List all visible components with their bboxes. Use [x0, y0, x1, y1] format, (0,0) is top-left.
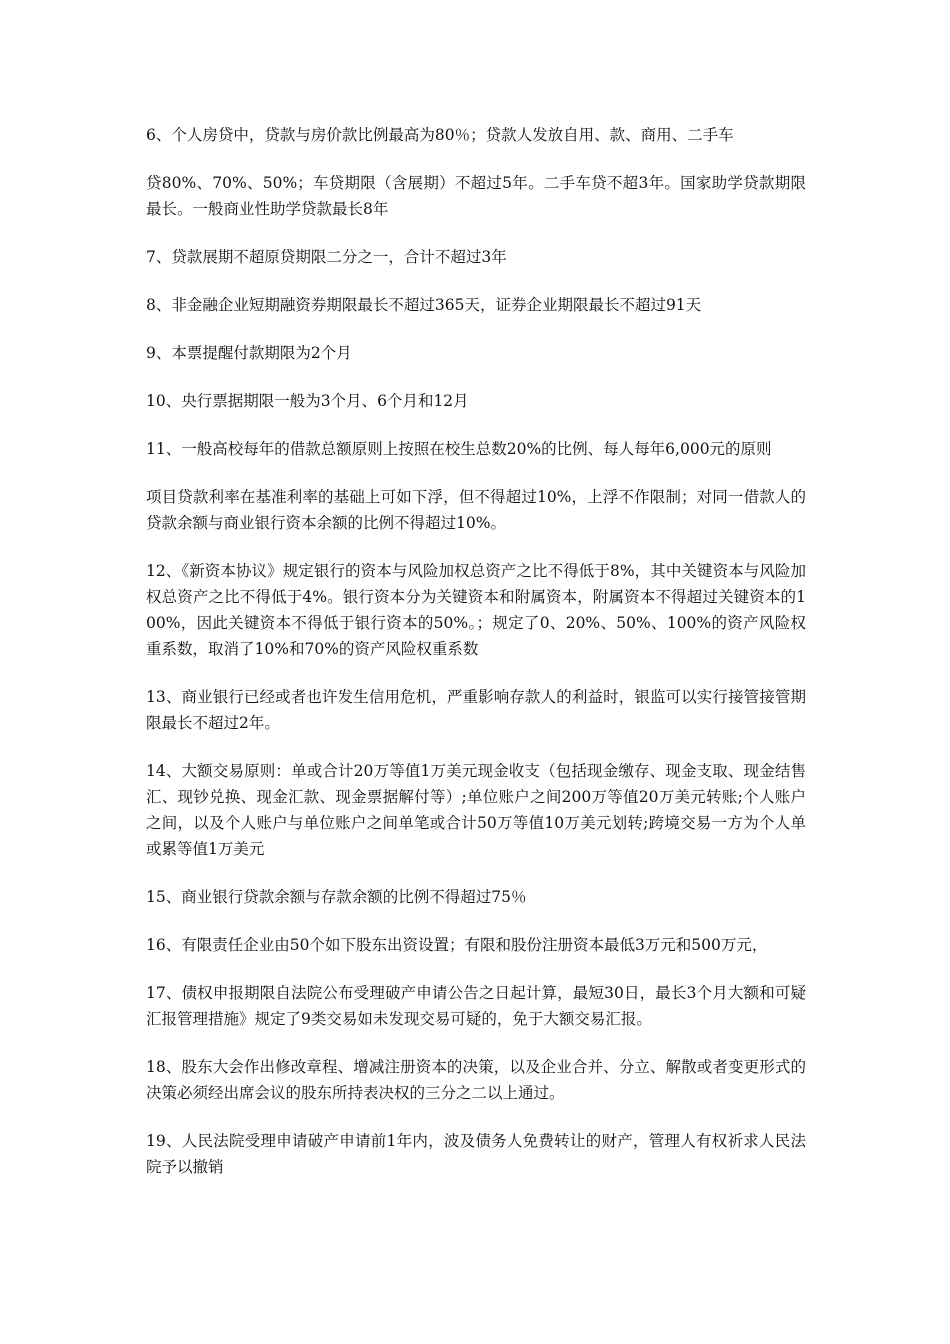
- paragraph-6-cont: 贷80%、70%、50%；车贷期限（含展期）不超过5年。二手车贷不超3年。国家助学贷款期限最长。一般商业性助学贷款最长8年: [146, 174, 806, 218]
- paragraph-16: 16、有限责任企业由50个如下股东出资设置；有限和股份注册资本最低3万元和500万元，: [146, 936, 768, 954]
- paragraph-13: 13、商业银行已经或者也许发生信用危机，严重影响存款人的利益时，银监可以实行接管接管期限最长不超过2年。: [146, 688, 806, 732]
- paragraph-14: 14、大额交易原则：单或合计20万等值1万美元现金收支（包括现金缴存、现金支取、现金结售汇、现钞兑换、现金汇款、现金票据解付等）;单位账户之间200万等值20万美元转账;个人账户之间，以及个人账户与单位账户之间单笔或合计50万等值10万美元划转;跨境交易一方为个人单或累等值1万美元: [146, 762, 806, 858]
- paragraph-9: 9、本票提醒付款期限为2个月: [146, 344, 352, 362]
- paragraph-11: 11、一般高校每年的借款总额原则上按照在校生总数20%的比例、每人每年6,000元的原则: [146, 440, 772, 458]
- paragraph-15: 15、商业银行贷款余额与存款余额的比例不得超过75％: [146, 888, 527, 906]
- document-page: [146, 122, 806, 1202]
- paragraph-11-cont: 项目贷款利率在基准利率的基础上可如下浮，但不得超过10%，上浮不作限制；对同一借款人的贷款余额与商业银行资本余额的比例不得超过10%。: [146, 488, 806, 532]
- paragraph-6: 6、个人房贷中，贷款与房价款比例最高为80％；贷款人发放自用、款、商用、二手车: [146, 126, 734, 144]
- paragraph-19: 19、人民法院受理申请破产申请前1年内，波及债务人免费转让的财产，管理人有权祈求人民法院予以撤销: [146, 1132, 806, 1176]
- paragraph-17: 17、债权申报期限自法院公布受理破产申请公告之日起计算，最短30日，最长3个月大额和可疑汇报管理措施》规定了9类交易如未发现交易可疑的，免于大额交易汇报。: [146, 984, 806, 1028]
- paragraph-12: 12、《新资本协议》规定银行的资本与风险加权总资产之比不得低于8%，其中关键资本与风险加权总资产之比不得低于4%。银行资本分为关键资本和附属资本，附属资本不得超过关键资本的100%，因此关键资本不得低于银行资本的50%。；规定了0、20%、50%、100%的资产风险权重系数，取消了10%和70%的资产风险权重系数: [146, 562, 806, 658]
- paragraph-8: 8、非金融企业短期融资券期限最长不超过365天，证券企业期限最长不超过91天: [146, 296, 702, 314]
- paragraph-18: 18、股东大会作出修改章程、增减注册资本的决策，以及企业合并、分立、解散或者变更形式的决策必须经出席会议的股东所持表决权的三分之二以上通过。: [146, 1058, 806, 1102]
- paragraph-7: 7、贷款展期不超原贷期限二分之一，合计不超过3年: [146, 248, 507, 266]
- paragraph-10: 10、央行票据期限一般为3个月、6个月和12月: [146, 392, 469, 410]
